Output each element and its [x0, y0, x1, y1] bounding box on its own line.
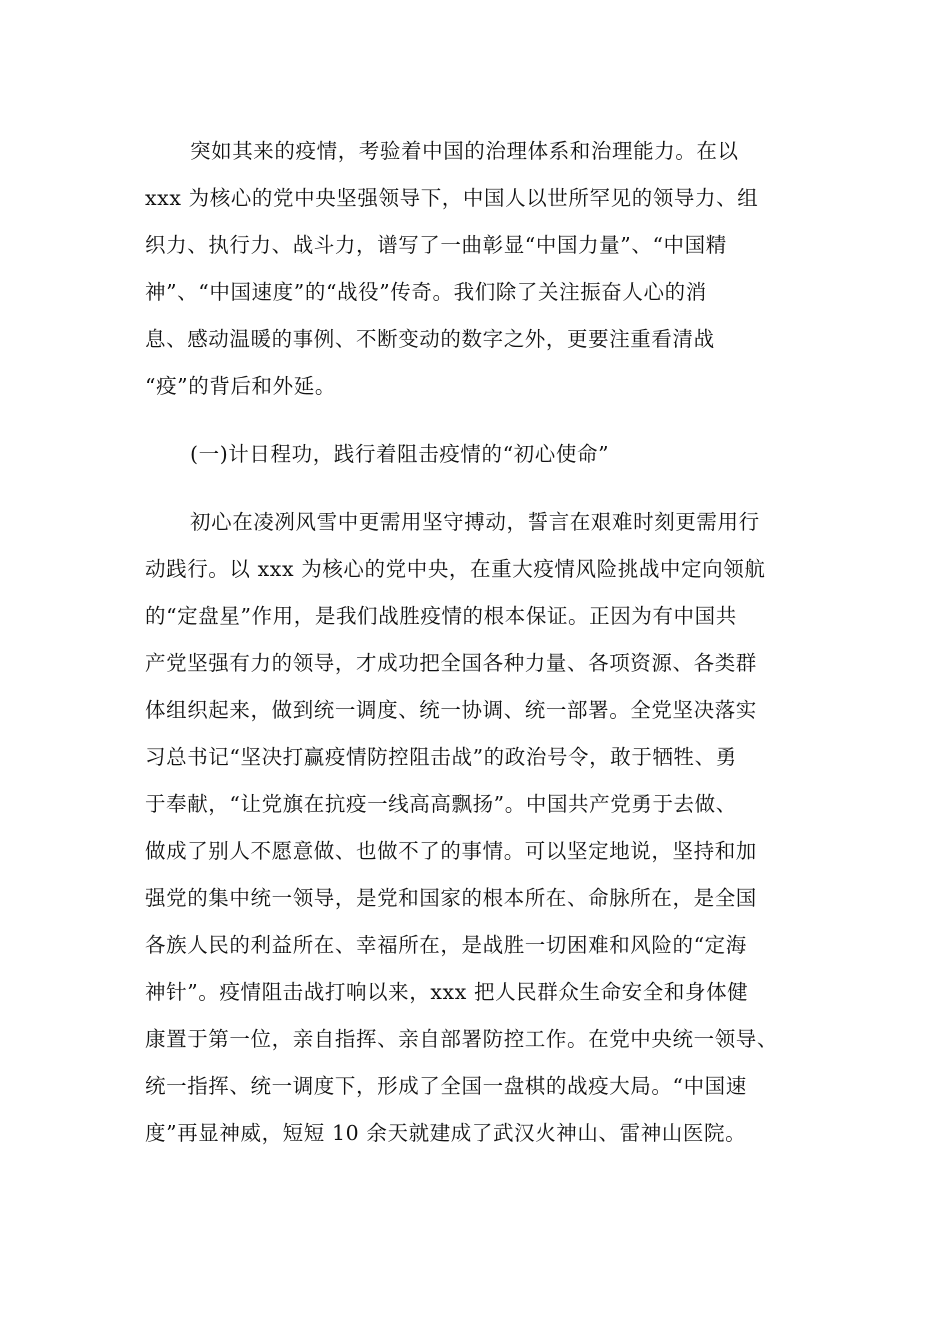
paragraph-2-line-4: 产党坚强有力的领导，才成功把全国各种力量、各项资源、各类群	[145, 651, 757, 675]
paragraph-2-line-6: 习总书记“坚决打赢疫情防控阻击战”的政治号令，敢于牺牲、勇	[145, 745, 737, 769]
paragraph-2-line-1: 初心在凌冽风雪中更需用坚守搏动，誓言在艰难时刻更需用行	[190, 510, 760, 534]
paragraph-2-line-5: 体组织起来，做到统一调度、统一协调、统一部署。全党坚决落实	[145, 698, 757, 722]
paragraph-2-line-7: 于奉献，“让党旗在抗疫一线高高飘扬”。中国共产党勇于去做、	[145, 792, 737, 816]
paragraph-2-line-9: 强党的集中统一领导，是党和国家的根本所在、命脉所在，是全国	[145, 886, 757, 910]
paragraph-gap	[145, 410, 810, 431]
paragraph-2-line-3: 的“定盘星”作用，是我们战胜疫情的根本保证。正因为有中国共	[145, 604, 737, 628]
paragraph-2-line-14: 度”再显神威，短短 10 余天就建成了武汉火神山、雷神山医院。	[145, 1121, 747, 1145]
paragraph-2-line-13: 统一指挥、统一调度下，形成了全国一盘棋的战疫大局。“中国速	[145, 1074, 747, 1098]
paragraph-gap	[145, 478, 810, 499]
document-page	[145, 128, 810, 1157]
paragraph-1-line-6: “疫”的背后和外延。	[145, 374, 336, 398]
paragraph-2-line-11: 神针”。疫情阻击战打响以来，xxx 把人民群众生命安全和身体健	[145, 980, 749, 1004]
paragraph-1-line-3: 织力、执行力、战斗力，谱写了一曲彰显“中国力量”、“中国精	[145, 233, 727, 257]
paragraph-1-line-4: 神”、“中国速度”的“战役”传奇。我们除了关注振奋人心的消	[145, 280, 707, 304]
paragraph-1-line-2: xxx 为核心的党中央坚强领导下，中国人以世所罕见的领导力、组	[145, 186, 759, 210]
paragraph-1-line-1: 突如其来的疫情，考验着中国的治理体系和治理能力。在以	[190, 139, 739, 163]
paragraph-2-line-12: 康置于第一位，亲自指挥、亲自部署防控工作。在党中央统一领导、	[145, 1027, 778, 1051]
paragraph-2-line-10: 各族人民的利益所在、幸福所在，是战胜一切困难和风险的“定海	[145, 933, 747, 957]
paragraph-2-line-8: 做成了别人不愿意做、也做不了的事情。可以坚定地说，坚持和加	[145, 839, 757, 863]
paragraph-2-line-2: 动践行。以 xxx 为核心的党中央，在重大疫情风险挑战中定向领航	[145, 557, 766, 581]
paragraph-1-line-5: 息、感动温暖的事例、不断变动的数字之外，更要注重看清战	[145, 327, 715, 351]
section-heading: (一)计日程功，践行着阻击疫情的“初心使命”	[190, 442, 610, 466]
